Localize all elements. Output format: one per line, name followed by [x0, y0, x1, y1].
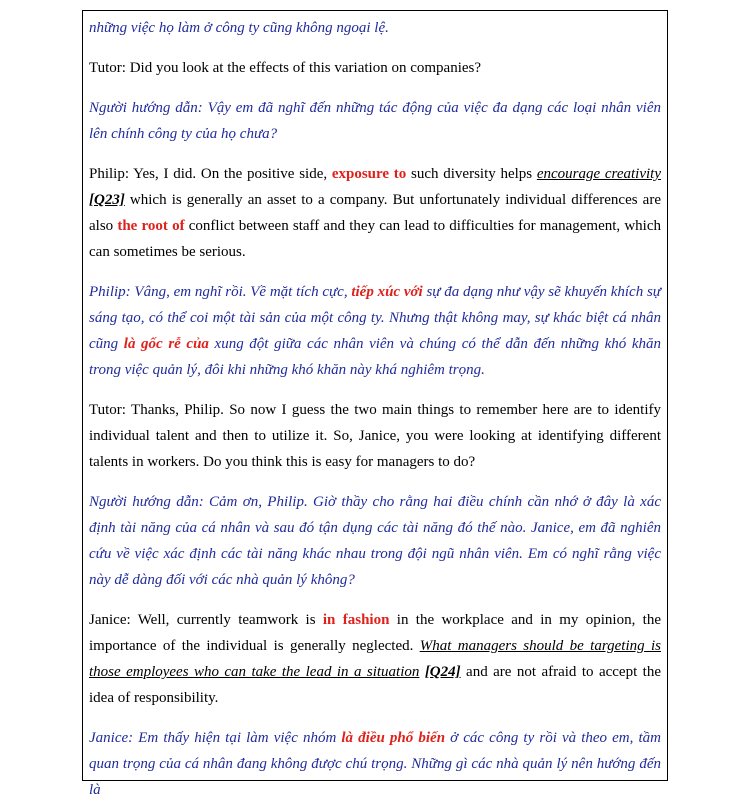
text-span: Janice: Em thấy hiện tại làm việc nhóm — [89, 730, 342, 746]
text-span: and are not afraid to accept the idea of responsibility. — [89, 664, 661, 706]
paragraph-tutor-question-2-vi: Người hướng dẫn: Cảm ơn, Philip. Giờ thầy cho rằng hai điều chính cần nhớ ở đây là xác định tài năng của cá nhân và sau đó tận dụng các tài năng đó thế nào. Janice, em đã nghiên cứu về việc xác định các tài năng khác nhau trong đội ngũ nhân viên. Em có nghĩ rằng việc này dễ dàng đối với các nhà quản lý không? — [89, 494, 661, 588]
paragraph-philip-answer — [89, 161, 661, 265]
highlight-term: exposure to — [331, 166, 407, 182]
text-span: Philip: Yes, I did. On the positive side, — [89, 166, 332, 182]
text-span: conflict between staff and they can lead to difficulties for management, which can sometimes be serious. — [89, 218, 661, 260]
highlight-term: the root of — [117, 218, 185, 234]
question-marker-q24: [Q24] — [424, 664, 461, 680]
highlight-term: là gốc rễ của — [123, 336, 209, 352]
text-span: Janice: Well, currently teamwork is — [89, 612, 323, 628]
paragraph-tutor-question-1: Tutor: Did you look at the effects of this variation on companies? — [89, 60, 482, 76]
question-marker-q23: [Q23] — [89, 192, 125, 208]
paragraph-tutor-question-1-vi: Người hướng dẫn: Vậy em đã nghĩ đến những tác động của việc đa dạng các loại nhân viên lên chính công ty của họ chưa? — [89, 100, 661, 142]
highlight-term: tiếp xúc với — [351, 284, 423, 300]
text-span: which is generally an asset to a company. But unfortunately individual differences are also — [89, 192, 661, 234]
paragraph-janice-answer — [89, 607, 661, 711]
text-span: sự đa dạng như vậy sẽ khuyến khích sự sáng tạo, có thể coi một tài sản của một công ty. Nhưng thật không may, sự khác biệt cá nhân cũng — [89, 284, 661, 352]
text-span: in the workplace and in my opinion, the importance of the individual is generally neglected. — [89, 612, 661, 654]
paragraph-janice-answer-vi — [89, 725, 661, 803]
answer-phrase: What managers should be targeting is those employees who can take the lead in a situation — [89, 638, 661, 680]
paragraph-vi-continuation: những việc họ làm ở công ty cũng không ngoại lệ. — [89, 20, 389, 36]
document-frame — [82, 10, 668, 798]
highlight-term: là điều phổ biến — [341, 730, 446, 746]
highlight-term: in fashion — [322, 612, 390, 628]
answer-phrase: encourage creativity — [536, 166, 661, 182]
text-span: xung đột giữa các nhân viên và chúng có thể dẫn đến những khó khăn trong việc quản lý, đôi khi những khó khăn này khá nghiêm trọng. — [89, 336, 661, 378]
paragraph-philip-answer-vi — [89, 279, 661, 383]
text-span: such diversity helps — [406, 166, 537, 182]
text-span: ở các công ty rồi và theo em, tầm quan trọng của cá nhân đang không được chú trọng. Những gì các nhà quản lý nên hướng đến là — [89, 730, 661, 798]
text-span: Philip: Vâng, em nghĩ rồi. Về mặt tích cực, — [89, 284, 352, 300]
paragraph-tutor-question-2: Tutor: Thanks, Philip. So now I guess the two main things to remember here are to identify individual talent and then to utilize it. So, Janice, you were looking at identifying different talents in workers. Do you think this is easy for managers to do? — [89, 402, 661, 470]
